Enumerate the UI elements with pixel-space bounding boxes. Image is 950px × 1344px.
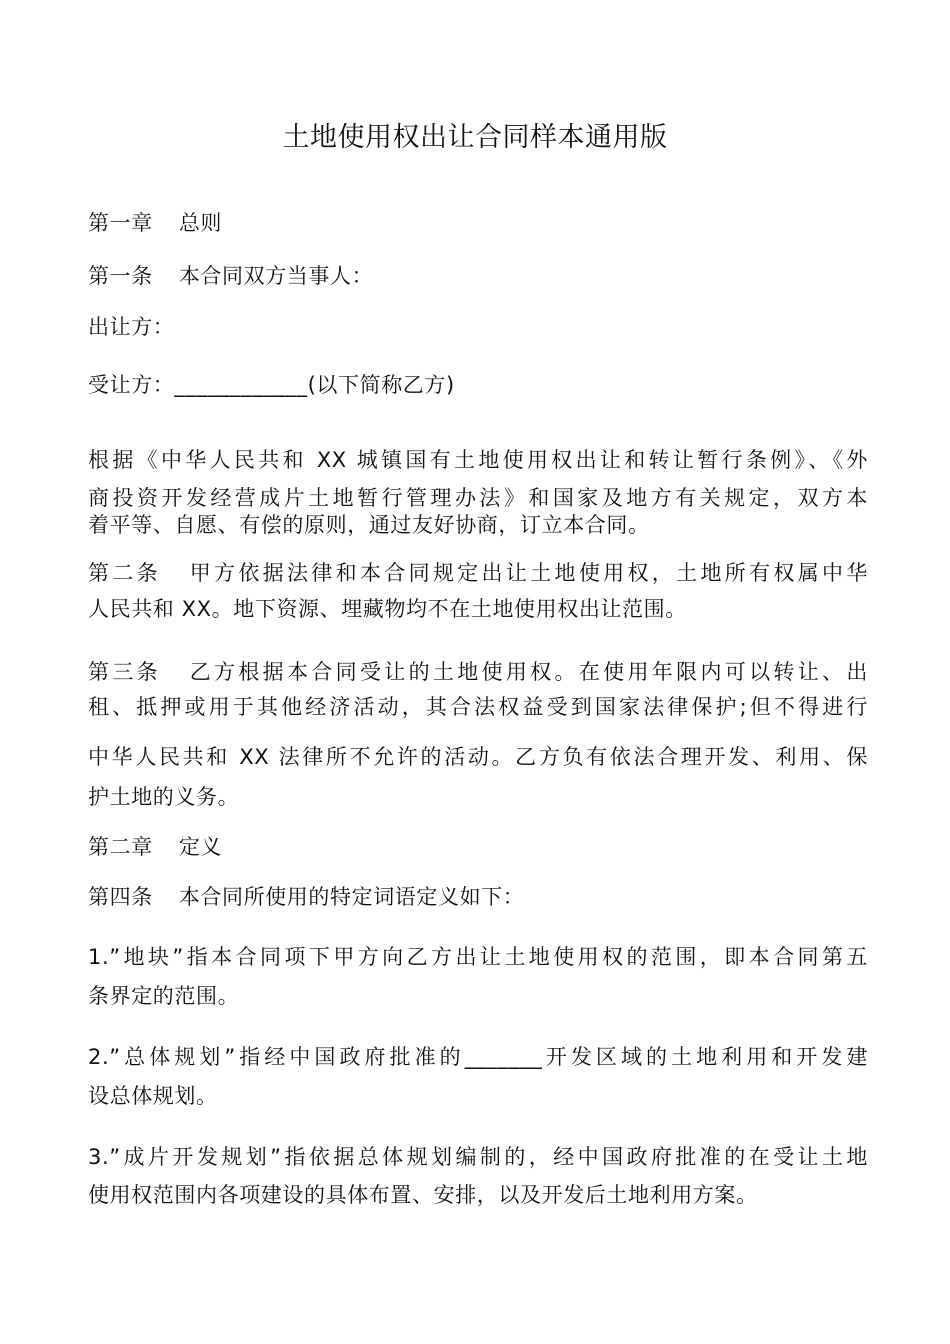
article-label: 第四条 xyxy=(88,885,153,909)
article-2-line-2: 人民共和 XX。地下资源、埋藏物均不在土地使用权出让范围。 xyxy=(88,597,687,621)
article-text: 甲方依据法律和本合同规定出让土地使用权，土地所有权属中华 xyxy=(186,561,868,585)
article-1-line xyxy=(88,259,868,293)
definition-1-line-2: 条界定的范围。 xyxy=(88,984,240,1008)
preamble-line-2: 商投资开发经营成片土地暂行管理办法》和国家及地方有关规定，双方本 xyxy=(88,486,868,510)
chapter-title: 总则 xyxy=(178,211,223,235)
article-label: 第二条 xyxy=(88,561,161,585)
article-3-line-1 xyxy=(88,655,868,689)
preamble-line-3: 着平等、自愿、有偿的原则，通过友好协商，订立本合同。 xyxy=(88,513,650,537)
article-label: 第三条 xyxy=(88,660,161,684)
definition-2-line-2: 设总体规划。 xyxy=(88,1084,218,1108)
chapter-2-heading xyxy=(88,830,868,864)
definition-1-line-1: 1.”地块”指本合同项下甲方向乙方出让土地使用权的范围，即本合同第五 xyxy=(88,945,868,969)
definition-2-line-1: 2.”总体规划”指经中国政府批准的_______开发区域的土地利用和开发建 xyxy=(88,1045,868,1069)
article-text: 本合同所使用的特定词语定义如下： xyxy=(178,885,525,909)
article-3-line-4: 护土地的义务。 xyxy=(88,785,240,809)
chapter-1-heading xyxy=(88,206,868,240)
article-text: 本合同双方当事人： xyxy=(178,264,374,288)
article-3-line-3: 中华人民共和 XX 法律所不允许的活动。乙方负有依法合理开发、利用、保 xyxy=(88,745,868,769)
chapter-label: 第二章 xyxy=(88,835,153,859)
article-4-line xyxy=(88,880,868,914)
definition-3-line-2: 使用权范围内各项建设的具体布置、安排，以及开发后土地利用方案。 xyxy=(88,1183,758,1207)
article-label: 第一条 xyxy=(88,264,153,288)
definition-3-line-1: 3.”成片开发规划”指依据总体规划编制的，经中国政府批准的在受让土地 xyxy=(88,1145,868,1169)
article-text: 乙方根据本合同受让的土地使用权。在使用年限内可以转让、出 xyxy=(186,660,868,684)
transferor-line: 出让方： xyxy=(88,315,175,339)
chapter-title: 定义 xyxy=(178,835,223,859)
article-3-line-2: 租、抵押或用于其他经济活动，其合法权益受到国家法律保护;但不得进行 xyxy=(88,695,868,719)
chapter-label: 第一章 xyxy=(88,211,153,235)
article-2-line-1 xyxy=(88,556,868,590)
preamble-line-1: 根据《中华人民共和 XX 城镇国有土地使用权出让和转让暂行条例》、《外 xyxy=(88,448,868,472)
transferee-line: 受让方：____________(以下简称乙方) xyxy=(88,373,455,397)
document-title: 土地使用权出让合同样本通用版 xyxy=(282,122,668,153)
